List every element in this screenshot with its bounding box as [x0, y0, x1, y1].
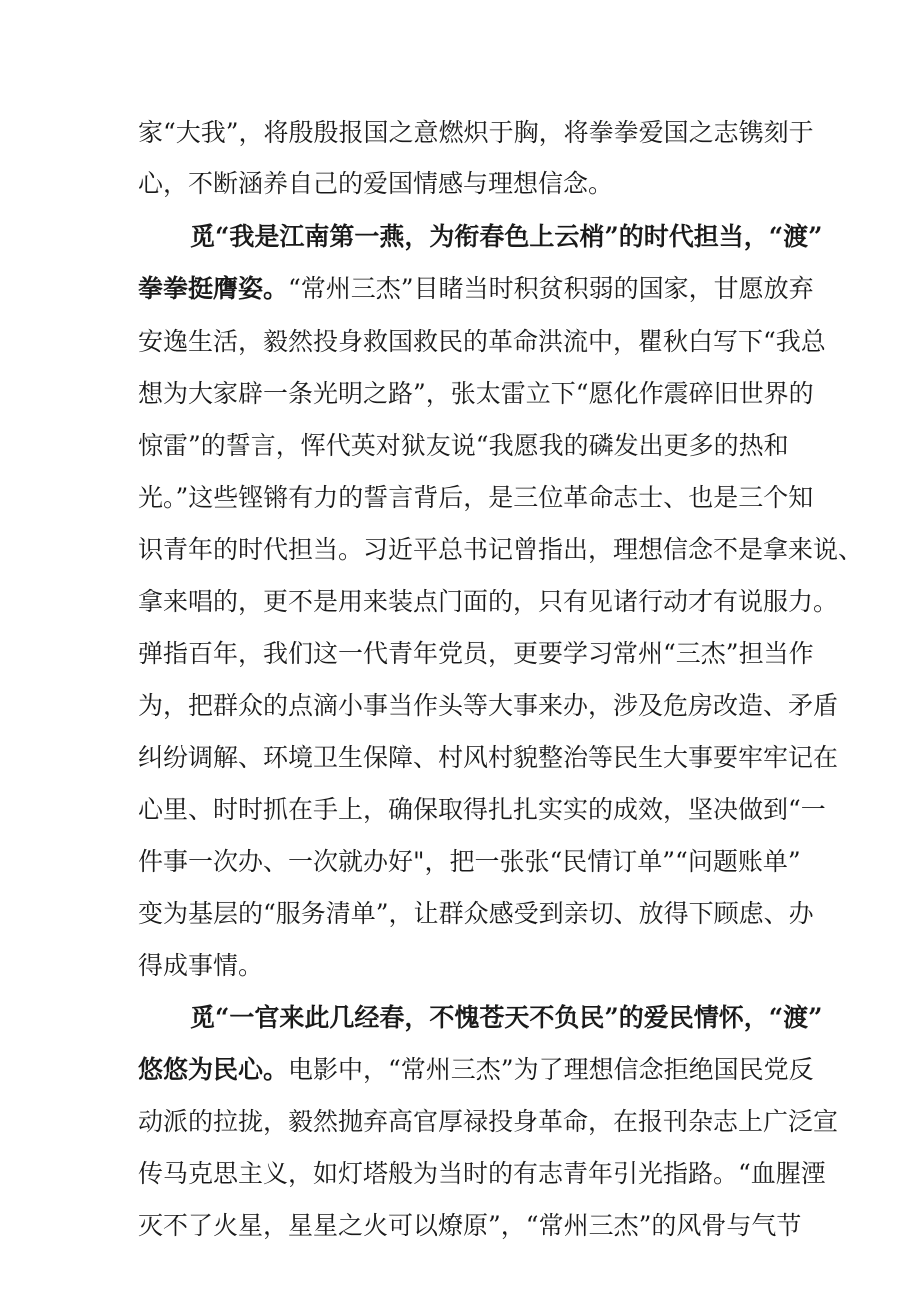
text-line: 弹指百年，我们这一代青年党员，更要学习常州“三杰”担当作	[138, 639, 814, 668]
text-line	[138, 1042, 814, 1098]
text-line: 心里、时时抓在手上，确保取得扎扎实实的成效，坚决做到“一	[138, 795, 826, 824]
text-span: 电影中，“常州三杰”为了理想信念拒绝国民党反	[288, 1055, 814, 1084]
bold-heading-tail: 拳拳挺膺姿。	[138, 274, 289, 303]
text-line: 安逸生活，毅然投身救国救民的革命洪流中，瞿秋白写下“我总	[138, 327, 826, 356]
bold-heading-tail: 悠悠为民心。	[138, 1055, 289, 1084]
bold-heading-line: 觅“一官来此几经春，不愧苍天不负民”的爱民情怀，“渡”	[190, 1003, 823, 1032]
text-line: 光。”这些铿锵有力的誓言背后，是三位革命志士、也是三个知	[138, 483, 814, 512]
text-line: 传马克思主义，如灯塔般为当时的有志青年引光指路。“血腥湮	[138, 1159, 826, 1188]
text-span: “常州三杰”目睹当时积贫积弱的国家，甘愿放弃	[288, 274, 814, 303]
text-line: 识青年的时代担当。习近平总书记曾指出，理想信念不是拿来说、	[138, 535, 864, 564]
text-line: 为，把群众的点滴小事当作头等大事来办，涉及危房改造、矛盾	[138, 691, 839, 720]
text-line: 灭不了火星，星星之火可以燎原”，“常州三杰”的风骨与气节	[138, 1211, 802, 1240]
text-line: 家“大我”，将殷殷报国之意燃炽于胸，将拳拳爱国之志镌刻于	[138, 118, 814, 147]
text-line: 动派的拉拢，毅然抛弃高官厚禄投身革命，在报刊杂志上广泛宣	[138, 1107, 839, 1136]
text-line: 心，不断涵养自己的爱国情感与理想信念。	[138, 169, 614, 198]
text-line: 得成事情。	[138, 951, 264, 980]
bold-heading-line: 觅“我是江南第一燕，为衔春色上云梢”的时代担当，“渡”	[190, 222, 823, 251]
text-line: 惊雷”的誓言，恽代英对狱友说“我愿我的磷发出更多的热和	[138, 431, 789, 460]
text-line: 想为大家辟一条光明之路”，张太雷立下“愿化作震碎旧世界的	[138, 379, 814, 408]
text-line: 变为基层的“服务清单”，让群众感受到亲切、放得下顾虑、办	[138, 899, 814, 928]
text-line: 拿来唱的，更不是用来装点门面的，只有见诸行动才有说服力。	[138, 587, 839, 616]
text-line: 纠纷调解、环境卫生保障、村风村貌整治等民生大事要牢牢记在	[138, 743, 839, 772]
text-line: 件事一次办、一次就办好"，把一张张“民情订单”“问题账单”	[138, 847, 801, 876]
text-line	[138, 261, 814, 317]
